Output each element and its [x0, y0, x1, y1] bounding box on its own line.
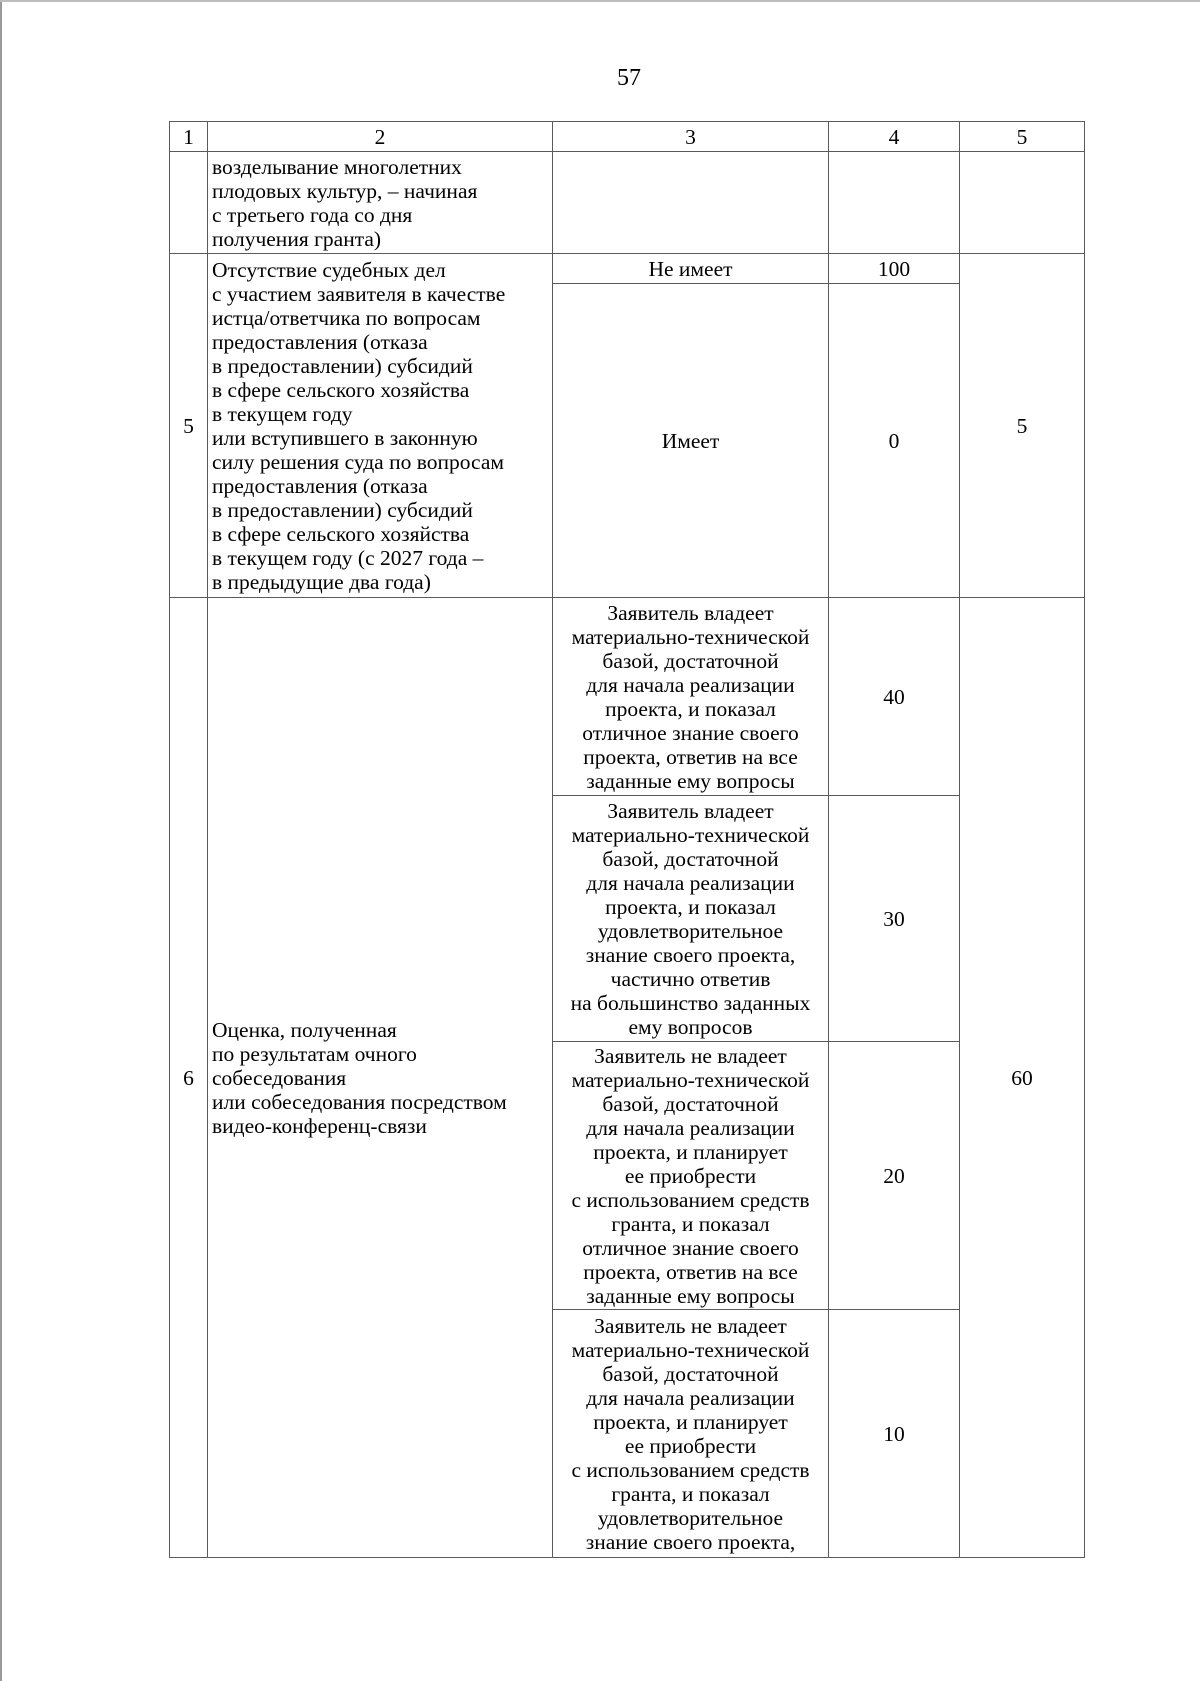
header-col-1: 1: [170, 122, 208, 152]
header-col-4: 4: [829, 122, 960, 152]
row5-num: 5: [170, 254, 208, 598]
scan-edge-top: [0, 0, 1200, 2]
table-row-6-option-1: [170, 598, 1085, 796]
page-number: 57: [617, 65, 641, 91]
continuation-value-cell: [553, 152, 829, 254]
row5-option-value: Не имеет: [553, 254, 829, 284]
row6-option-value: Заявитель не владеет материально-технической базой, достаточной для начала реализации проекта, и планирует ее приобрести с использованием средств гранта, и показал удовлетворительное знание своего проекта,: [553, 1310, 829, 1558]
continuation-criterion: возделывание многолетних плодовых культур, – начиная с третьего года со дня получения гранта): [208, 152, 553, 254]
continuation-num-cell: [170, 152, 208, 254]
row6-option-score: 30: [829, 796, 960, 1042]
row5-criterion: Отсутствие судебных дел с участием заявителя в качестве истца/ответчика по вопросам предоставления (отказа в предоставлении) субсидий в сфере сельского хозяйства в текущем году или вступившего в законную силу решения суда по вопросам предоставления (отказа в предоставлении) субсидий в сфере сельского хозяйства в текущем году (с 2027 года – в предыдущие два года): [208, 254, 553, 598]
row5-option-score: 0: [829, 284, 960, 598]
row6-option-score: 40: [829, 598, 960, 796]
table-header-row: [170, 122, 1085, 152]
row6-option-score: 10: [829, 1310, 960, 1558]
row5-weight: 5: [960, 254, 1085, 598]
criteria-table: [169, 121, 1085, 1558]
header-col-3: 3: [553, 122, 829, 152]
table-row-5-option-1: [170, 254, 1085, 284]
row6-option-value: Заявитель не владеет материально-технической базой, достаточной для начала реализации проекта, и планирует ее приобрести с использованием средств гранта, и показал отличное знание своего проекта, ответив на все заданные ему вопросы: [553, 1042, 829, 1310]
row6-num: 6: [170, 598, 208, 1558]
row6-criterion: Оценка, полученная по результатам очного собеседования или собеседования посредством видео-конференц-связи: [208, 598, 553, 1558]
header-col-2: 2: [208, 122, 553, 152]
row5-option-score: 100: [829, 254, 960, 284]
continuation-weight-cell: [960, 152, 1085, 254]
row6-option-value: Заявитель владеет материально-технической базой, достаточной для начала реализации проекта, и показал удовлетворительное знание своего проекта, частично ответив на большинство заданных ему вопросов: [553, 796, 829, 1042]
row5-option-value: Имеет: [553, 284, 829, 598]
continuation-score-cell: [829, 152, 960, 254]
header-col-5: 5: [960, 122, 1085, 152]
table-row-continuation: [170, 152, 1085, 254]
row6-option-score: 20: [829, 1042, 960, 1310]
row6-weight: 60: [960, 598, 1085, 1558]
row6-option-value: Заявитель владеет материально-технической базой, достаточной для начала реализации проекта, и показал отличное знание своего проекта, ответив на все заданные ему вопросы: [553, 598, 829, 796]
scan-edge-left: [0, 0, 2, 1681]
